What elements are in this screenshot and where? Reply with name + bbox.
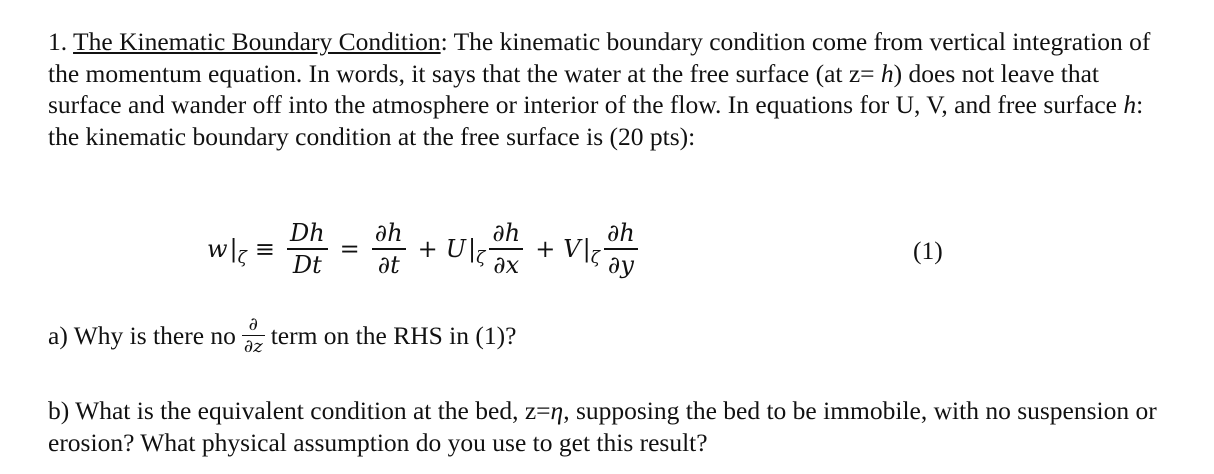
eq-equals: = — [339, 235, 360, 263]
eq-frac2-num: ∂h — [374, 219, 403, 248]
problem-number: 1. — [48, 27, 68, 56]
eq-frac1-den: Dt — [292, 250, 322, 279]
question-a-frac-num: ∂ — [248, 314, 258, 335]
eq-frac-dhdy — [604, 218, 638, 279]
eq-frac4-den: ∂y — [607, 250, 634, 279]
question-a-prefix: a) Why is there no — [48, 320, 236, 350]
eq-eval-bar-2: | — [468, 235, 477, 263]
eq-frac3-num: ∂h — [492, 219, 521, 248]
eq-frac2-den: ∂t — [377, 250, 400, 279]
eq-zeta-2: ζ — [476, 248, 486, 268]
eq-lhs — [207, 235, 247, 268]
question-b-text-2: , supposing the bed to be immobile, with no suspension or erosion? What physical assumption do you use to get this result? — [48, 396, 1157, 457]
problem-heading: The Kinematic Boundary Condition — [73, 27, 441, 56]
eq-frac-dhdx — [489, 218, 523, 279]
eq-zeta-3: ζ — [590, 248, 600, 268]
eq-equiv: ≡ — [254, 235, 275, 263]
question-a-frac-den: ∂z — [243, 336, 263, 358]
question-a-partial-z — [242, 314, 265, 357]
eq-eval-bar-3: | — [582, 235, 591, 263]
var-h-1: h — [880, 58, 894, 88]
eq-frac-dhdt — [372, 218, 406, 279]
eq-v: V — [563, 235, 581, 263]
equation-number: (1) — [913, 236, 943, 265]
eq-eval-bar-1: | — [229, 235, 238, 263]
question-a-suffix: term on the RHS in (1)? — [270, 320, 517, 350]
eq-frac1-num: Dh — [289, 219, 325, 248]
eq-w: w — [207, 235, 228, 263]
eq-u-term — [445, 235, 486, 268]
question-b — [48, 395, 1168, 458]
eq-frac3-den: ∂x — [493, 250, 520, 279]
var-eta: η — [550, 396, 564, 425]
eq-v-term — [563, 235, 600, 268]
eq-plus-1: + — [417, 235, 438, 263]
eq-frac4-num: ∂h — [606, 219, 635, 248]
intro-text-3: : the kinematic boundary condition at the free surface is (20 pts): — [48, 90, 1144, 151]
eq-u: U — [445, 235, 466, 263]
var-h-2: h — [1123, 90, 1137, 119]
intro-text-2: ) does not leave that surface and wander off into the atmosphere or interior of the flow. In equations for U, V, and free surface — [48, 58, 1124, 119]
question-b-text-1: b) What is the equivalent condition at the bed, z= — [48, 396, 551, 425]
intro-text-1: : The kinematic boundary condition come from vertical integration of the momentum equation. In words, it says that the water at the free surface (at z= — [48, 27, 1151, 88]
question-a — [48, 314, 516, 357]
eq-frac-material — [287, 218, 328, 279]
kinematic-equation — [207, 214, 642, 284]
eq-plus-2: + — [535, 235, 556, 263]
eq-zeta-1: ζ — [237, 248, 247, 268]
problem-statement — [48, 26, 1168, 152]
